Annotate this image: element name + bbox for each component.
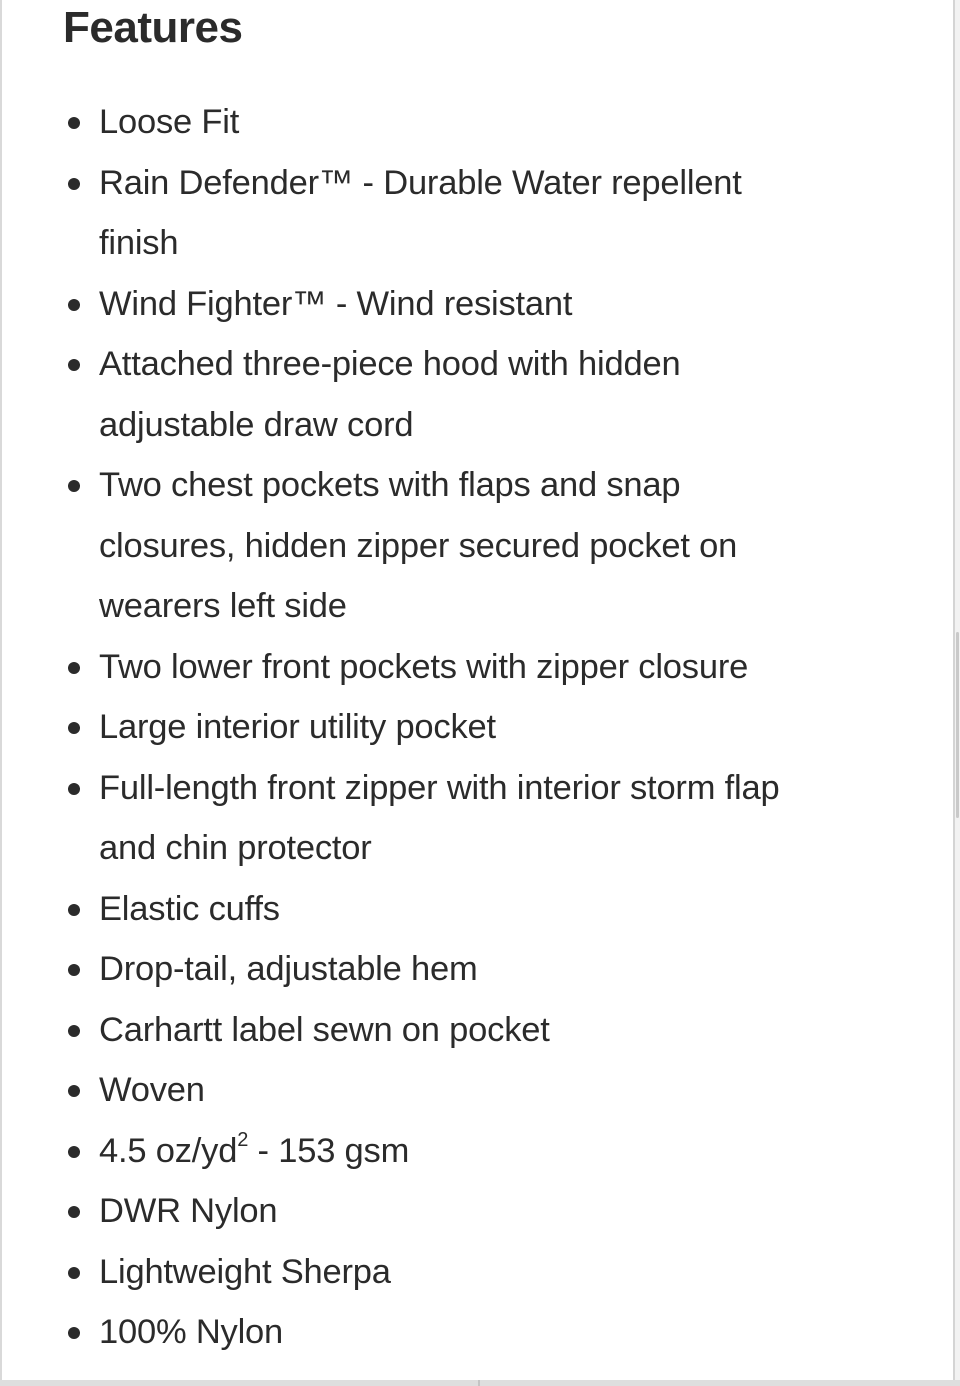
feature-text: Attached three-piece hood with hidden adjustable draw cord bbox=[99, 345, 681, 444]
feature-text: 4.5 oz/yd bbox=[99, 1131, 238, 1170]
list-item bbox=[62, 334, 822, 455]
list-item bbox=[62, 1121, 822, 1182]
feature-text: Woven bbox=[99, 1071, 205, 1109]
section-title: Features bbox=[63, 3, 243, 52]
feature-text: Carhartt label sewn on pocket bbox=[99, 1010, 550, 1049]
list-item bbox=[62, 758, 822, 879]
list-item bbox=[62, 697, 822, 758]
bullet-icon bbox=[68, 299, 80, 311]
bullet-icon bbox=[68, 964, 80, 976]
list-item bbox=[62, 637, 822, 698]
bullet-icon bbox=[68, 662, 80, 674]
bullet-icon bbox=[68, 1085, 80, 1097]
feature-text-suffix: - 153 gsm bbox=[248, 1131, 410, 1170]
list-item bbox=[62, 92, 822, 153]
bullet-icon bbox=[68, 1327, 80, 1339]
list-item bbox=[62, 1060, 822, 1121]
bullet-icon bbox=[68, 1146, 80, 1158]
feature-text: Large interior utility pocket bbox=[99, 708, 496, 746]
bottom-divider bbox=[0, 1380, 960, 1386]
features-list bbox=[62, 92, 822, 1363]
feature-text: Full-length front zipper with interior storm flap and chin protector bbox=[99, 768, 780, 867]
list-item bbox=[62, 274, 822, 335]
bullet-icon bbox=[68, 359, 80, 371]
bullet-icon bbox=[68, 1025, 80, 1037]
feature-text: Two chest pockets with flaps and snap closures, hidden zipper secured pocket on wearers left side bbox=[99, 466, 738, 625]
list-item bbox=[62, 153, 822, 274]
feature-text: DWR Nylon bbox=[99, 1192, 278, 1230]
feature-text: Elastic cuffs bbox=[99, 889, 280, 928]
bullet-icon bbox=[68, 904, 80, 916]
bullet-icon bbox=[68, 178, 80, 190]
list-item bbox=[62, 1000, 822, 1061]
list-item bbox=[62, 939, 822, 1000]
feature-text: Rain Defender™ - Durable Water repellent finish bbox=[99, 163, 742, 262]
list-item bbox=[62, 879, 822, 940]
bullet-icon bbox=[68, 1267, 80, 1279]
list-item bbox=[62, 455, 822, 637]
feature-text: 100% Nylon bbox=[99, 1313, 284, 1351]
feature-text: Wind Fighter™ - Wind resistant bbox=[99, 284, 573, 323]
feature-text: Drop-tail, adjustable hem bbox=[99, 950, 478, 988]
bullet-icon bbox=[68, 783, 80, 795]
feature-superscript: 2 bbox=[237, 1129, 249, 1151]
bullet-icon bbox=[68, 1206, 80, 1218]
list-item bbox=[62, 1242, 822, 1303]
feature-text: Loose Fit bbox=[99, 103, 240, 141]
list-item bbox=[62, 1181, 822, 1242]
scrollbar[interactable] bbox=[955, 0, 960, 1380]
scrollbar-thumb[interactable] bbox=[956, 632, 959, 818]
feature-text: Two lower front pockets with zipper closure bbox=[99, 647, 749, 686]
bullet-icon bbox=[68, 480, 80, 492]
list-item bbox=[62, 1302, 822, 1363]
bullet-icon bbox=[68, 722, 80, 734]
feature-text: Lightweight Sherpa bbox=[99, 1252, 391, 1291]
bullet-icon bbox=[68, 117, 80, 129]
divider-segment bbox=[478, 1380, 480, 1386]
